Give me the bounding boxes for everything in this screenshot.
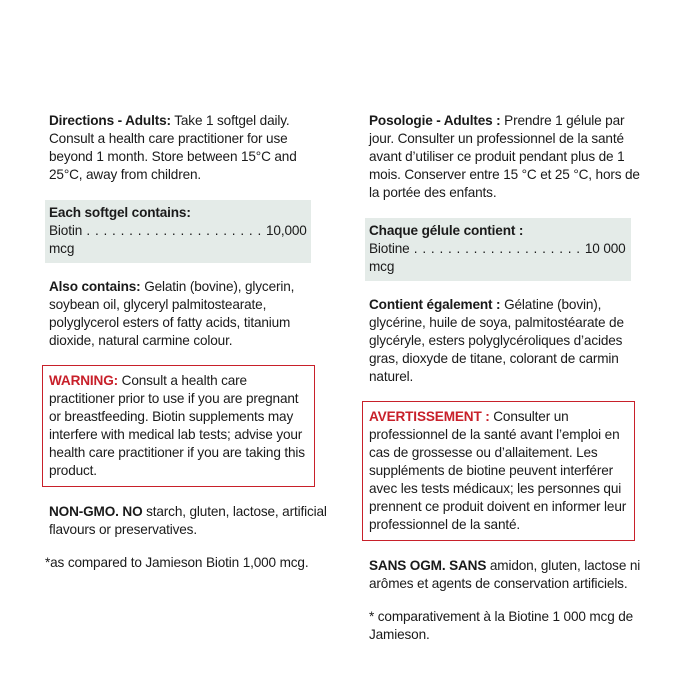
english-column bbox=[45, 112, 327, 572]
footnote-en: *as compared to Jamieson Biotin 1,000 mcg. bbox=[45, 555, 309, 570]
ingredient-row-fr: Biotine . . . . . . . . . . . . . . . . . . . . 10 000 mcg bbox=[369, 241, 626, 274]
contains-title-en: Each softgel contains: bbox=[49, 205, 191, 220]
non-gmo-en: NON-GMO. NO starch, gluten, lactose, artificial flavours or preservatives. bbox=[49, 504, 327, 537]
also-contains-fr: Contient également : Gélatine (bovin), glycérine, huile de soya, palmitostéarate de glycéryle, esters polyglycéroliques d’acides gras, dioxyde de titane, colorant de carmin naturel. bbox=[369, 297, 624, 384]
warning-box-en: WARNING: Consult a health care practitioner prior to use if you are pregnant or breastfeeding. Biotin supplements may interfere with medical lab tests; advise your health care practitioner if you are taking this product. bbox=[42, 365, 315, 487]
ingredient-row-en: Biotin . . . . . . . . . . . . . . . . . . . . . 10,000 mcg bbox=[49, 223, 307, 256]
warning-label-en: WARNING: bbox=[49, 373, 119, 388]
supplement-facts-en bbox=[45, 200, 311, 263]
directions-en: Directions - Adults: Take 1 softgel daily. Consult a health care practitioner for use beyond 1 month. Store between 15°C and 25°C, away from children. bbox=[49, 113, 297, 182]
warning-box-fr: AVERTISSEMENT : Consulter un professionnel de la santé avant l’emploi en cas de grossesse ou d’allaitement. Les suppléments de biotine peuvent interférer avec les tests médicaux; les personnes qui prennent ce produit doivent en informer leur professionnel de la santé. bbox=[362, 401, 635, 541]
french-column bbox=[369, 112, 647, 644]
also-contains-en: Also contains: Gelatin (bovine), glycerin, soybean oil, glyceryl palmitostearate, polyglycerol esters of fatty acids, titanium dioxide, natural carmine colour. bbox=[49, 279, 295, 348]
non-gmo-fr: SANS OGM. SANS amidon, gluten, lactose ni arômes et agents de conservation artificiels. bbox=[369, 558, 641, 591]
warning-label-fr: AVERTISSEMENT : bbox=[369, 409, 490, 424]
contains-title-fr: Chaque gélule contient : bbox=[369, 223, 524, 238]
footnote-fr: * comparativement à la Biotine 1 000 mcg de Jamieson. bbox=[369, 609, 634, 642]
supplement-facts-fr bbox=[365, 218, 631, 281]
directions-fr: Posologie - Adultes : Prendre 1 gélule par jour. Consulter un professionnel de la santé avant d’utiliser ce produit pendant plus de 1 mois. Conserver entre 15 °C et 25 °C, hors de la portée des enfants. bbox=[369, 113, 640, 200]
